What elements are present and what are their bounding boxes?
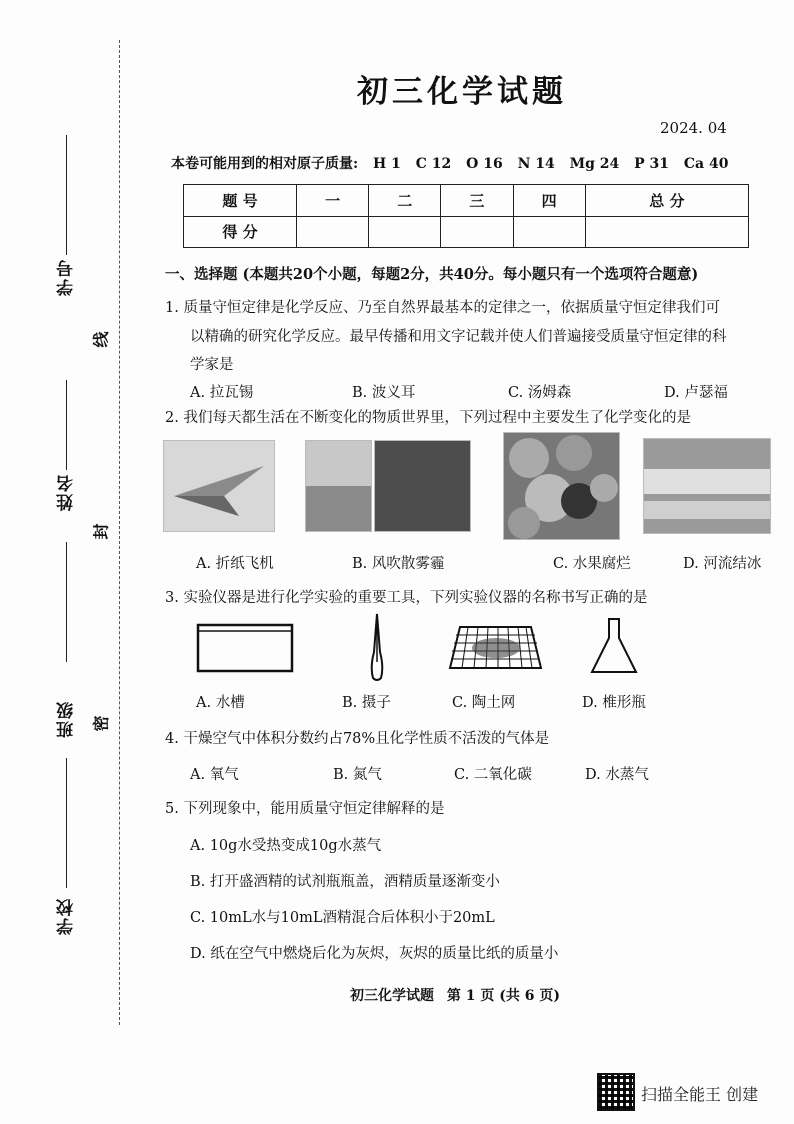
class-label: 班级	[57, 700, 77, 738]
mass-mg: Mg 24	[569, 156, 620, 172]
seal-char-mi: 密	[91, 715, 111, 732]
q3-option-c: C. 陶土网	[452, 695, 516, 711]
rotten-fruit-photo	[503, 432, 620, 540]
q2-option-a: A. 折纸飞机	[196, 556, 274, 572]
q4-option-c: C. 二氧化碳	[454, 767, 532, 783]
page-footer	[350, 985, 568, 1005]
student-id-label: 学号	[57, 258, 77, 296]
score-blank[interactable]	[441, 216, 513, 248]
conical-flask-drawing	[588, 616, 640, 676]
haze-photo-1	[305, 440, 372, 532]
score-header-cell: 三	[441, 185, 513, 217]
name-label: 姓名	[57, 473, 77, 511]
tweezers-drawing	[364, 612, 390, 684]
q5-option-a: A. 10g水受热变成10g水蒸气	[190, 838, 382, 854]
mass-n: N 14	[517, 156, 555, 172]
q1-option-a: A. 拉瓦锡	[190, 385, 254, 401]
q2-option-d: D. 河流结冰	[683, 556, 762, 572]
q2-option-c: C. 水果腐烂	[553, 556, 631, 572]
seal-char-feng: 封	[91, 523, 111, 540]
q4-stem: 4. 干燥空气中体积分数约占78%且化学性质不活泼的气体是	[165, 731, 550, 747]
page-title: 初三化学试题	[357, 74, 567, 110]
frozen-river-photo	[643, 438, 771, 534]
q1-line2: 以精确的研究化学反应。最早传播和用文字记载并使人们普遍接受质量守恒定律的科	[190, 329, 727, 345]
q5-option-c: C. 10mL水与10mL酒精混合后体积小于20mL	[190, 910, 495, 926]
score-table-header-row	[184, 185, 749, 217]
atomic-masses	[171, 153, 738, 173]
q3-option-a: A. 水槽	[196, 695, 245, 711]
water-trough-drawing	[196, 623, 294, 673]
mass-c: C 12	[415, 156, 452, 172]
score-table	[183, 184, 749, 248]
mass-ca: Ca 40	[683, 156, 729, 172]
score-header-cell: 二	[369, 185, 441, 217]
student-id-blank	[66, 135, 67, 255]
paper-plane-photo	[163, 440, 275, 532]
q1-option-c: C. 汤姆森	[508, 385, 572, 401]
section-heading: 一、选择题 (本题共20个小题，每题2分，共40分。每小题只有一个选项符合题意)	[165, 266, 699, 283]
score-header-cell: 总 分	[585, 185, 748, 217]
score-header-cell: 题 号	[184, 185, 297, 217]
footer-exam-name: 初三化学试题	[350, 988, 434, 1004]
q1-option-d: D. 卢瑟福	[664, 385, 728, 401]
q1-line1: 1. 质量守恒定律是化学反应、乃至自然界最基本的定律之一，依据质量守恒定律我们可	[165, 300, 720, 316]
mass-o: O 16	[466, 156, 503, 172]
binding-dashed-line	[119, 40, 120, 1025]
q3-option-b: B. 摄子	[342, 695, 391, 711]
q5-option-d: D. 纸在空气中燃烧后化为灰烬，灰烬的质量比纸的质量小	[190, 946, 559, 962]
q4-option-b: B. 氮气	[333, 767, 382, 783]
q5-option-b: B. 打开盛酒精的试剂瓶瓶盖，酒精质量逐渐变小	[190, 874, 500, 890]
score-blank[interactable]	[513, 216, 585, 248]
q5-stem: 5. 下列现象中，能用质量守恒定律解释的是	[165, 801, 445, 817]
qr-code-icon	[597, 1073, 635, 1111]
q1-line3: 学家是	[190, 357, 234, 373]
mass-p: P 31	[634, 156, 670, 172]
score-row-label: 得 分	[184, 216, 297, 248]
score-blank[interactable]	[585, 216, 748, 248]
mass-h: H 1	[373, 156, 401, 172]
school-label: 学校	[57, 897, 77, 935]
q2-option-b: B. 风吹散雾霾	[352, 556, 445, 572]
masses-prefix: 本卷可能用到的相对原子质量:	[171, 156, 359, 172]
q2-stem: 2. 我们每天都生活在不断变化的物质世界里，下列过程中主要发生了化学变化的是	[165, 410, 691, 426]
q1-option-b: B. 波义耳	[352, 385, 416, 401]
score-blank[interactable]	[297, 216, 369, 248]
wire-gauze-drawing	[448, 625, 543, 670]
q4-option-a: A. 氧气	[190, 767, 239, 783]
score-blank[interactable]	[369, 216, 441, 248]
score-header-cell: 四	[513, 185, 585, 217]
seal-char-xian: 线	[91, 331, 111, 348]
exam-date: 2024. 04	[660, 119, 727, 137]
haze-photo-2	[374, 440, 471, 532]
name-blank-2	[66, 542, 67, 662]
q4-option-d: D. 水蒸气	[585, 767, 649, 783]
q3-option-d: D. 椎形瓶	[582, 695, 646, 711]
score-table-score-row	[184, 216, 749, 248]
score-header-cell: 一	[297, 185, 369, 217]
footer-page-number: 第 1 页 (共 6 页)	[446, 988, 560, 1004]
class-blank	[66, 758, 67, 888]
q3-stem: 3. 实验仪器是进行化学实验的重要工具，下列实验仪器的名称书写正确的是	[165, 590, 648, 606]
scanner-watermark: 扫描全能王 创建	[641, 1085, 759, 1104]
name-blank	[66, 380, 67, 470]
